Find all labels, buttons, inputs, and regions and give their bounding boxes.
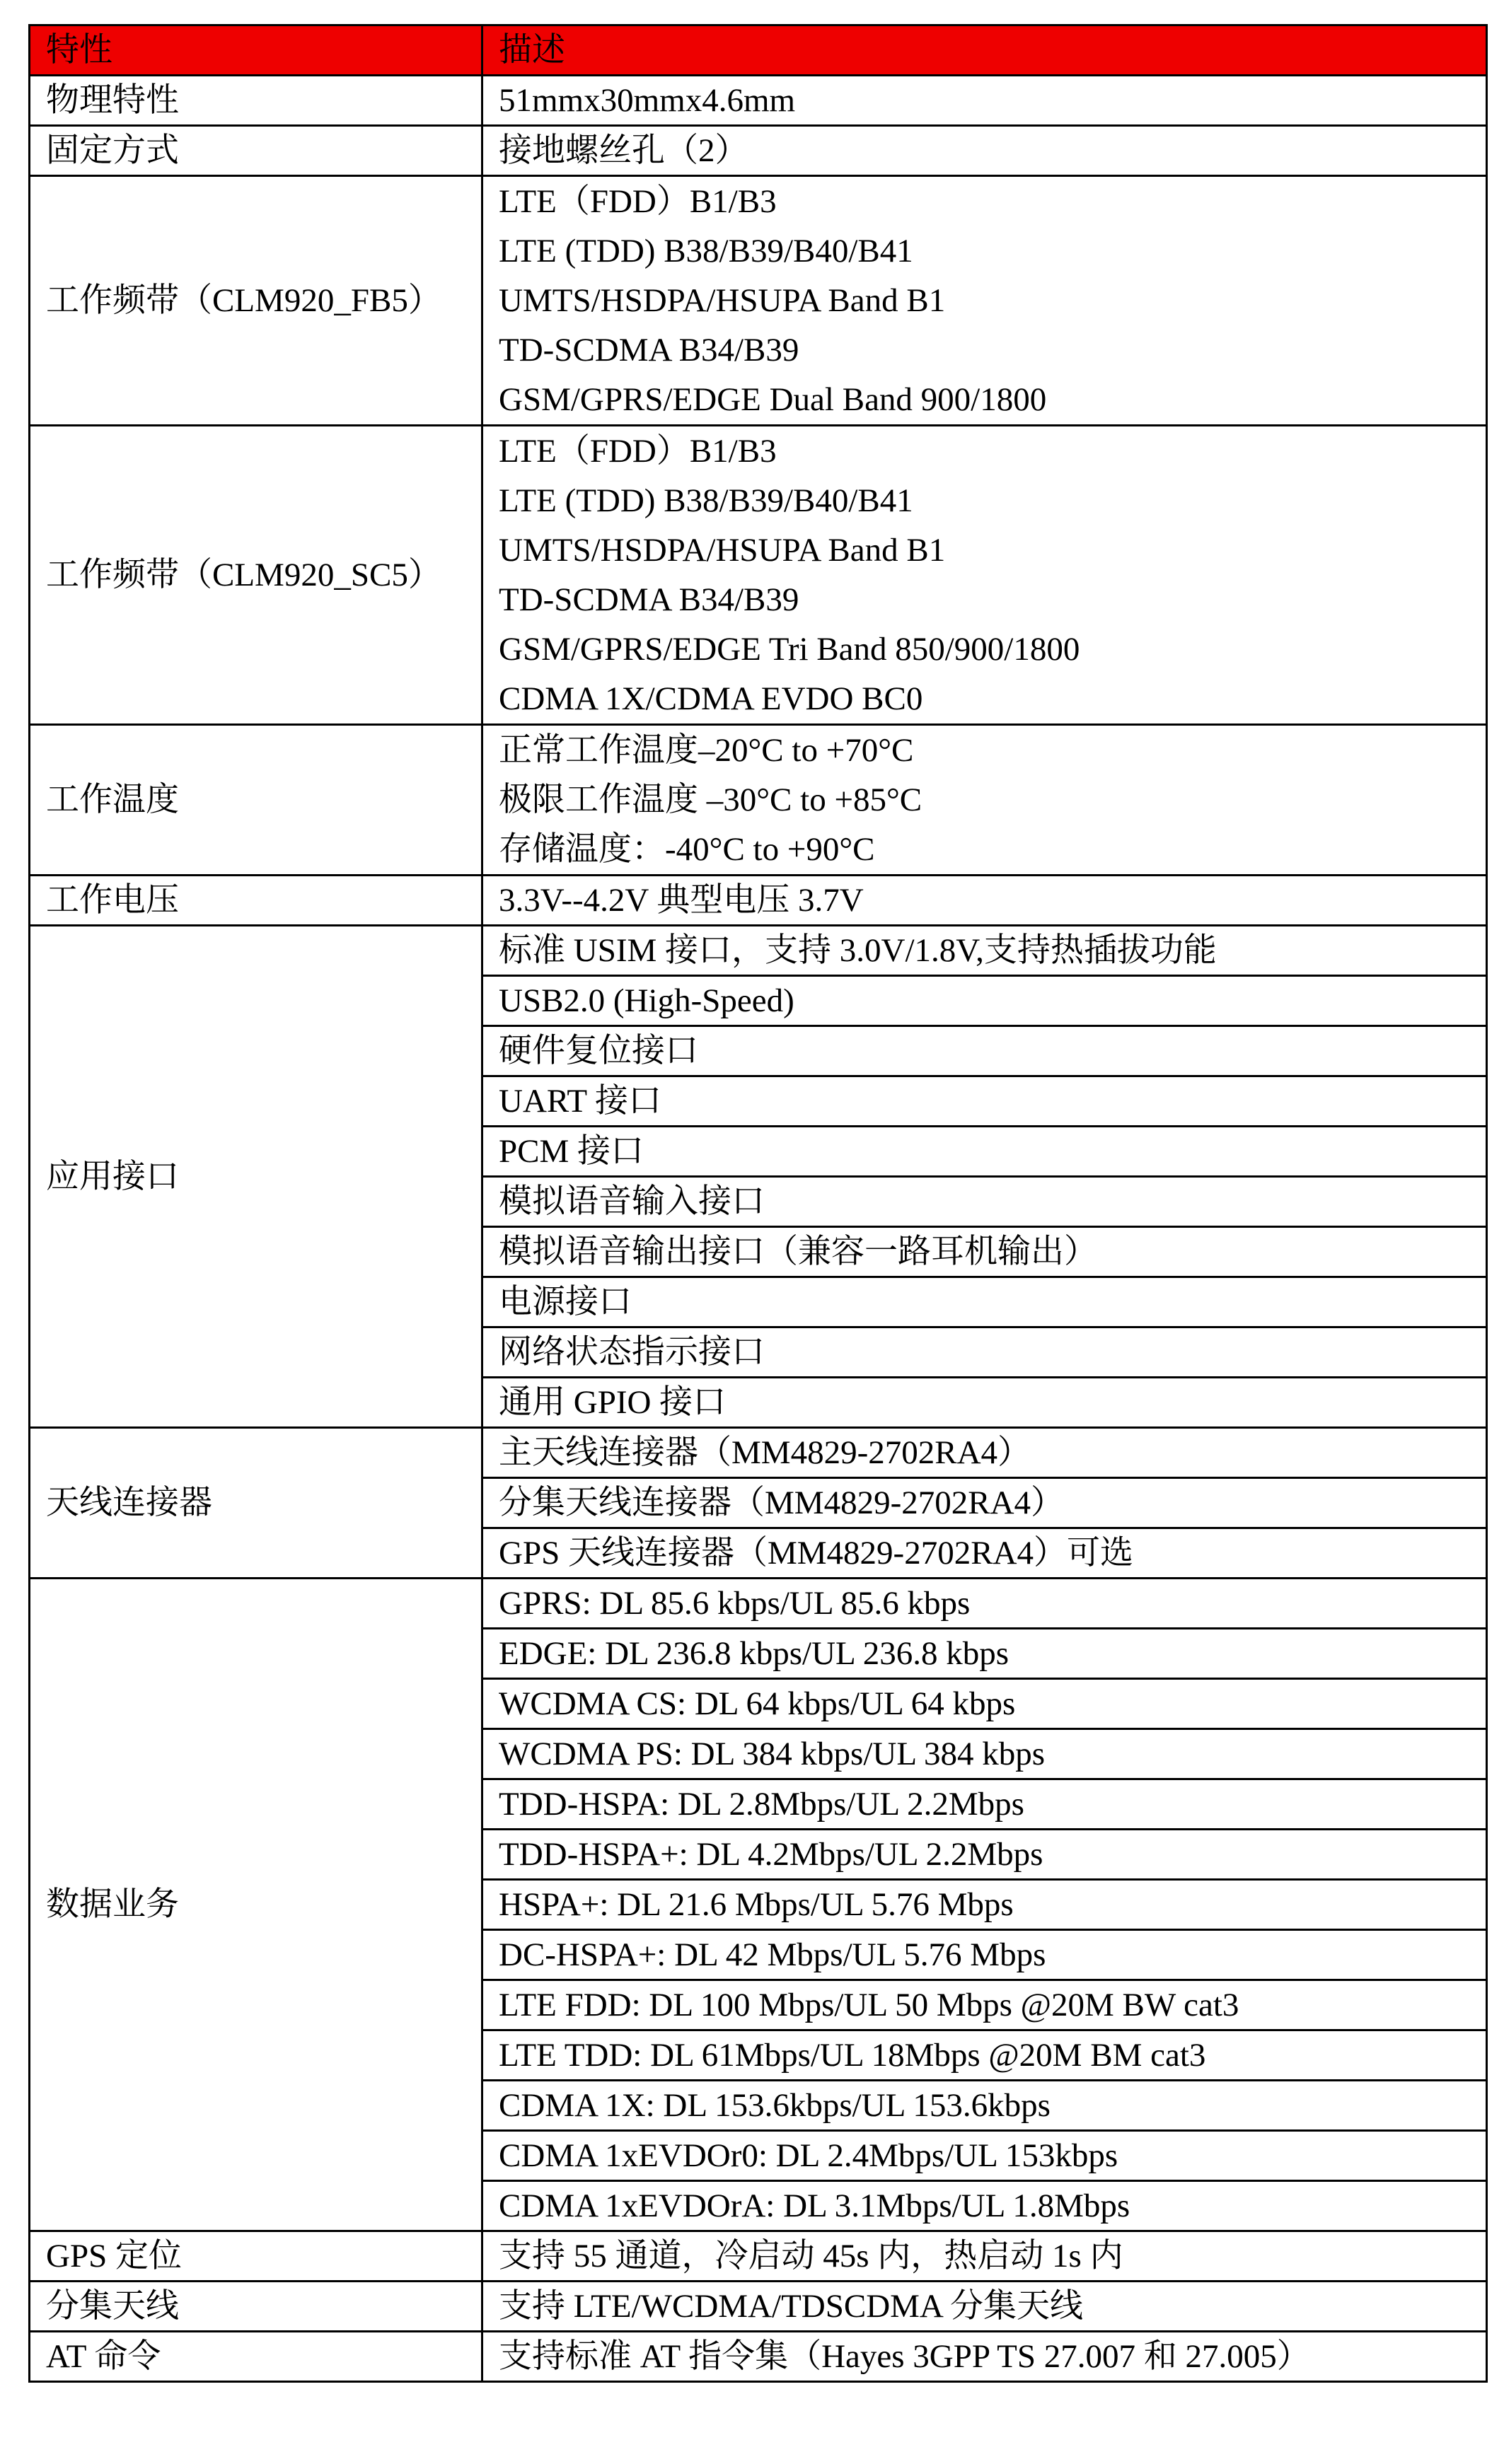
temperature-line: 存储温度：-40°C to +90°C xyxy=(499,831,875,868)
row-mounting xyxy=(30,126,1487,176)
temperature-line: 正常工作温度–20°C to +70°C xyxy=(499,732,914,769)
value-temperature xyxy=(482,725,1487,876)
interface-item: 电源接口 xyxy=(482,1277,1487,1327)
band-sc5-line: LTE (TDD) B38/B39/B40/B41 xyxy=(499,482,913,519)
row-gps xyxy=(30,2231,1487,2282)
data-item: LTE FDD: DL 100 Mbps/UL 50 Mbps @20M BW cat3 xyxy=(482,1980,1487,2030)
label-band-sc5: 工作频带（CLM920_SC5） xyxy=(30,426,482,725)
value-voltage: 3.3V--4.2V 典型电压 3.7V xyxy=(482,876,1487,926)
label-voltage: 工作电压 xyxy=(30,876,482,926)
row-physical xyxy=(30,76,1487,126)
band-sc5-line: TD-SCDMA B34/B39 xyxy=(499,581,799,618)
data-item: TDD-HSPA: DL 2.8Mbps/UL 2.2Mbps xyxy=(482,1779,1487,1830)
interface-item: 模拟语音输出接口（兼容一路耳机输出） xyxy=(482,1227,1487,1277)
header-feature: 特性 xyxy=(30,25,482,76)
band-sc5-line: CDMA 1X/CDMA EVDO BC0 xyxy=(499,680,923,717)
band-sc5-line: LTE（FDD）B1/B3 xyxy=(499,433,777,470)
label-mounting: 固定方式 xyxy=(30,126,482,176)
label-band-fb5: 工作频带（CLM920_FB5） xyxy=(30,176,482,426)
label-diversity: 分集天线 xyxy=(30,2282,482,2332)
spec-table xyxy=(28,24,1488,2383)
row-temperature xyxy=(30,725,1487,876)
data-item: GPRS: DL 85.6 kbps/UL 85.6 kbps xyxy=(482,1579,1487,1629)
label-at: AT 命令 xyxy=(30,2332,482,2382)
header-row xyxy=(30,25,1487,76)
row-interfaces xyxy=(30,926,1487,976)
band-fb5-line: GSM/GPRS/EDGE Dual Band 900/1800 xyxy=(499,381,1047,418)
band-sc5-line: UMTS/HSDPA/HSUPA Band B1 xyxy=(499,532,946,569)
label-gps: GPS 定位 xyxy=(30,2231,482,2282)
band-sc5-line: GSM/GPRS/EDGE Tri Band 850/900/1800 xyxy=(499,631,1080,668)
data-item: LTE TDD: DL 61Mbps/UL 18Mbps @20M BM cat3 xyxy=(482,2030,1487,2081)
label-data: 数据业务 xyxy=(30,1579,482,2231)
temperature-line: 极限工作温度 –30°C to +85°C xyxy=(499,781,922,818)
interface-item: PCM 接口 xyxy=(482,1127,1487,1177)
interface-item: 硬件复位接口 xyxy=(482,1026,1487,1076)
band-fb5-line: LTE（FDD）B1/B3 xyxy=(499,183,777,220)
row-diversity xyxy=(30,2282,1487,2332)
value-mounting: 接地螺丝孔（2） xyxy=(482,126,1487,176)
value-gps: 支持 55 通道，冷启动 45s 内，热启动 1s 内 xyxy=(482,2231,1487,2282)
data-item: WCDMA CS: DL 64 kbps/UL 64 kbps xyxy=(482,1679,1487,1729)
header-description: 描述 xyxy=(482,25,1487,76)
row-antenna xyxy=(30,1428,1487,1478)
interface-item: 网络状态指示接口 xyxy=(482,1327,1487,1378)
data-item: DC-HSPA+: DL 42 Mbps/UL 5.76 Mbps xyxy=(482,1930,1487,1980)
value-physical: 51mmx30mmx4.6mm xyxy=(482,76,1487,126)
label-temperature: 工作温度 xyxy=(30,725,482,876)
data-item: CDMA 1xEVDOrA: DL 3.1Mbps/UL 1.8Mbps xyxy=(482,2181,1487,2231)
band-fb5-line: LTE (TDD) B38/B39/B40/B41 xyxy=(499,233,913,269)
row-data xyxy=(30,1579,1487,1629)
row-at xyxy=(30,2332,1487,2382)
interface-item: UART 接口 xyxy=(482,1076,1487,1127)
antenna-item: GPS 天线连接器（MM4829-2702RA4）可选 xyxy=(482,1528,1487,1579)
row-band-sc5 xyxy=(30,426,1487,725)
row-band-fb5 xyxy=(30,176,1487,426)
data-item: CDMA 1xEVDOr0: DL 2.4Mbps/UL 153kbps xyxy=(482,2131,1487,2181)
data-item: CDMA 1X: DL 153.6kbps/UL 153.6kbps xyxy=(482,2081,1487,2131)
data-item: WCDMA PS: DL 384 kbps/UL 384 kbps xyxy=(482,1729,1487,1779)
label-interfaces: 应用接口 xyxy=(30,926,482,1428)
label-antenna: 天线连接器 xyxy=(30,1428,482,1579)
value-band-fb5 xyxy=(482,176,1487,426)
data-item: EDGE: DL 236.8 kbps/UL 236.8 kbps xyxy=(482,1629,1487,1679)
data-item: TDD-HSPA+: DL 4.2Mbps/UL 2.2Mbps xyxy=(482,1830,1487,1880)
interface-item: 通用 GPIO 接口 xyxy=(482,1378,1487,1428)
value-diversity: 支持 LTE/WCDMA/TDSCDMA 分集天线 xyxy=(482,2282,1487,2332)
value-band-sc5 xyxy=(482,426,1487,725)
antenna-item: 分集天线连接器（MM4829-2702RA4） xyxy=(482,1478,1487,1528)
antenna-item: 主天线连接器（MM4829-2702RA4） xyxy=(482,1428,1487,1478)
band-fb5-line: TD-SCDMA B34/B39 xyxy=(499,332,799,368)
label-physical: 物理特性 xyxy=(30,76,482,126)
interface-item: 标准 USIM 接口，支持 3.0V/1.8V,支持热插拔功能 xyxy=(482,926,1487,976)
data-item: HSPA+: DL 21.6 Mbps/UL 5.76 Mbps xyxy=(482,1880,1487,1930)
interface-item: USB2.0 (High-Speed) xyxy=(482,976,1487,1026)
interface-item: 模拟语音输入接口 xyxy=(482,1177,1487,1227)
row-voltage xyxy=(30,876,1487,926)
value-at: 支持标准 AT 指令集（Hayes 3GPP TS 27.007 和 27.005） xyxy=(482,2332,1487,2382)
band-fb5-line: UMTS/HSDPA/HSUPA Band B1 xyxy=(499,282,946,319)
